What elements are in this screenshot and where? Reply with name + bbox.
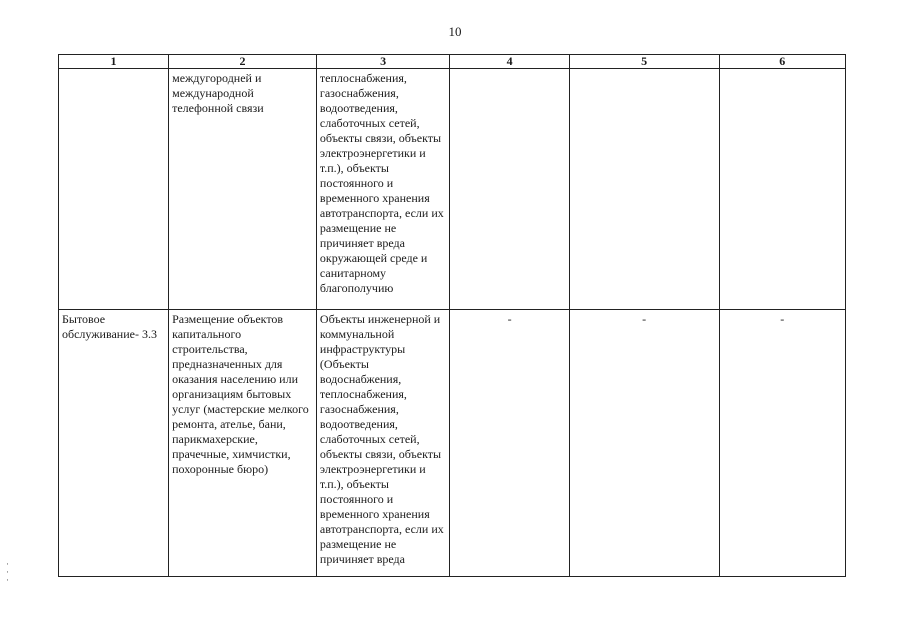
- table-row: [59, 310, 846, 577]
- table-cell-col4: -: [450, 310, 569, 577]
- table-cell-description: междугородней и международной телефонной связи: [169, 69, 317, 310]
- table-cell-use-type: Бытовое обслуживание- 3.3: [59, 310, 169, 577]
- column-header-5: 5: [569, 55, 719, 69]
- column-header-3: 3: [316, 55, 450, 69]
- header-row: [59, 55, 846, 69]
- table-cell-description: Размещение объектов капитального строительства, предназначенных для оказания населению или организациям бытовых услуг (мастерские мелкого ремонта, ателье, бани, парикмахерские, прачечные, химчистки, похоронные бюро): [169, 310, 317, 577]
- table-cell-col4: [450, 69, 569, 310]
- column-header-2: 2: [169, 55, 317, 69]
- table-cell-auxiliary-uses: теплоснабжения, газоснабжения, водоотведения, слаботочных сетей, объекты связи, объекты электроэнергетики и т.п.), объекты постоянного и временного хранения автотранспорта, если их размещение не причиняет вреда окружающей среде и санитарному благополучию: [316, 69, 450, 310]
- column-header-1: 1: [59, 55, 169, 69]
- table-cell-col6: [719, 69, 845, 310]
- scan-margin-marks: · · ·: [6, 559, 9, 585]
- table-cell-col6: -: [719, 310, 845, 577]
- column-header-6: 6: [719, 55, 845, 69]
- page-number: 10: [448, 24, 462, 39]
- column-header-4: 4: [450, 55, 569, 69]
- table-row: [59, 69, 846, 310]
- table-cell-col5: -: [569, 310, 719, 577]
- table-cell-auxiliary-uses: Объекты инженерной и коммунальной инфраструктуры (Объекты водоснабжения, теплоснабжения, газоснабжения, водоотведения, слаботочных сетей, объекты связи, объекты электроэнергетики и т.п.), объекты постоянного и временного хранения автотранспорта, если их размещение не причиняет вреда: [316, 310, 450, 577]
- table-cell-use-type: [59, 69, 169, 310]
- table-cell-col5: [569, 69, 719, 310]
- land-use-table: [58, 54, 846, 577]
